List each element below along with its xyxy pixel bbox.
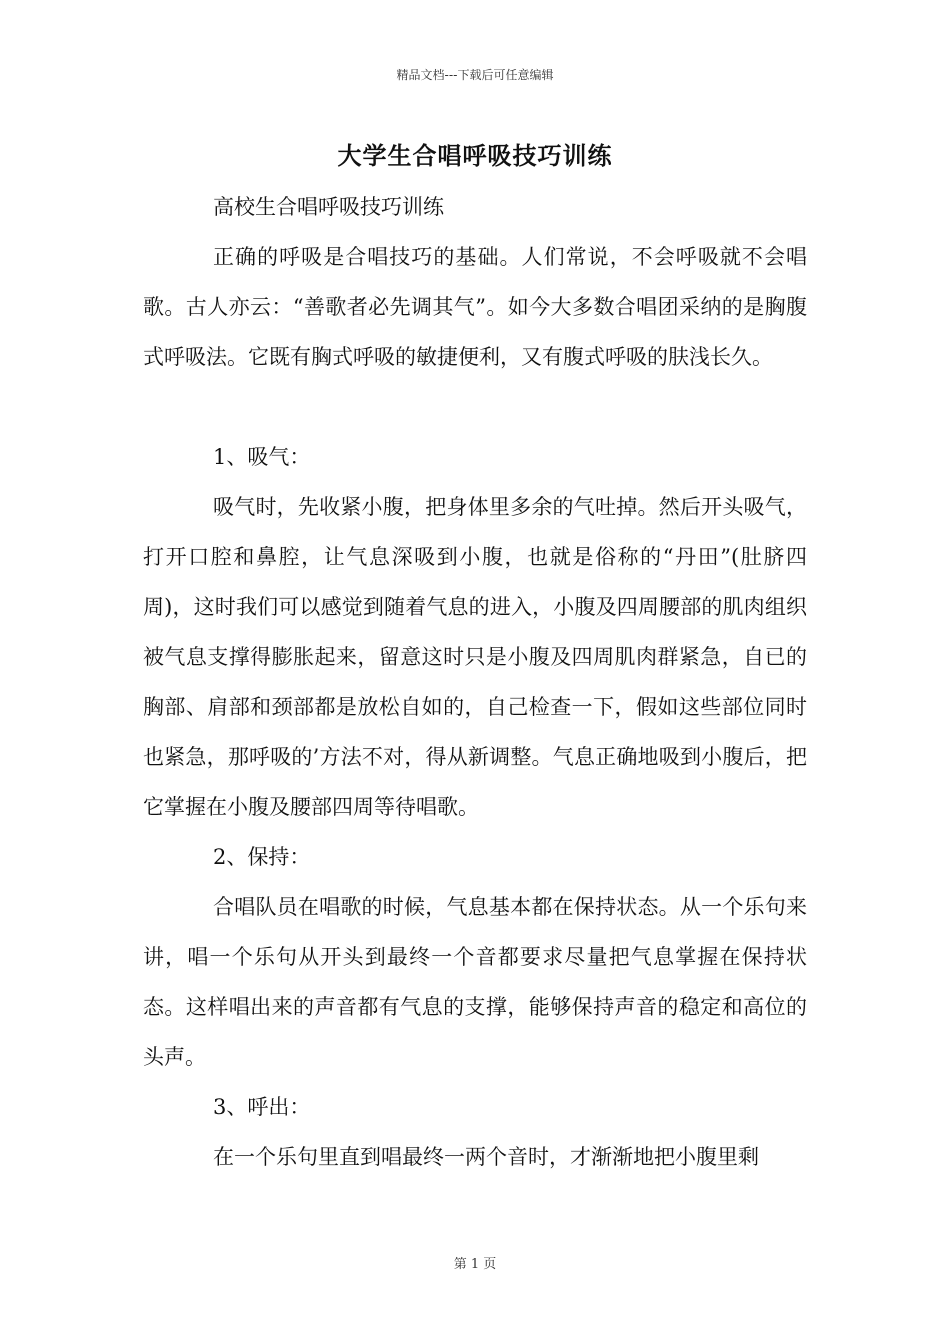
section-heading-hold: 2、保持： [213, 845, 311, 869]
document-subtitle: 高校生合唱呼吸技巧训练 [213, 195, 444, 219]
section-heading-inhale: 1、吸气： [213, 445, 311, 469]
paragraph-hold: 合唱队员在唱歌的时候，气息基本都在保持状态。从一个乐句来讲，唱一个乐句从开头到最终一个音都要求尽量把气息掌握在保持状态。这样唱出来的声音都有气息的支撑，能够保持声音的稳定和高位的头声。 [143, 895, 807, 1069]
blank-line [143, 382, 807, 432]
paragraph-intro: 正确的呼吸是合唱技巧的基础。人们常说，不会呼吸就不会唱歌。古人亦云：“善歌者必先调其气”。如今大多数合唱团采纳的是胸腹式呼吸法。它既有胸式呼吸的敏捷便利，又有腹式呼吸的肤浅长久。 [143, 245, 807, 369]
document-title: 大学生合唱呼吸技巧训练 [337, 141, 613, 170]
paragraph-inhale: 吸气时，先收紧小腹，把身体里多余的气吐掉。然后开头吸气，打开口腔和鼻腔，让气息深吸到小腹，也就是俗称的“丹田”(肚脐四周)，这时我们可以感觉到随着气息的进入，小腹及四周腰部的肌肉组织被气息支撑得膨胀起来，留意这时只是小腹及四周肌肉群紧急，自已的胸部、肩部和颈部都是放松自如的，自己检查一下，假如这些部位同时也紧急，那呼吸的’方法不对，得从新调整。气息正确地吸到小腹后，把它掌握在小腹及腰部四周等待唱歌。 [143, 495, 807, 819]
page-footer: 第 1 页 [453, 1257, 497, 1272]
page-header: 精品文档---下载后可任意编辑 [396, 68, 554, 82]
section-heading-exhale: 3、呼出： [213, 1095, 311, 1119]
document-body [143, 182, 807, 1182]
paragraph-exhale: 在一个乐句里直到唱最终一两个音时，才渐渐地把小腹里剩 [213, 1145, 759, 1169]
